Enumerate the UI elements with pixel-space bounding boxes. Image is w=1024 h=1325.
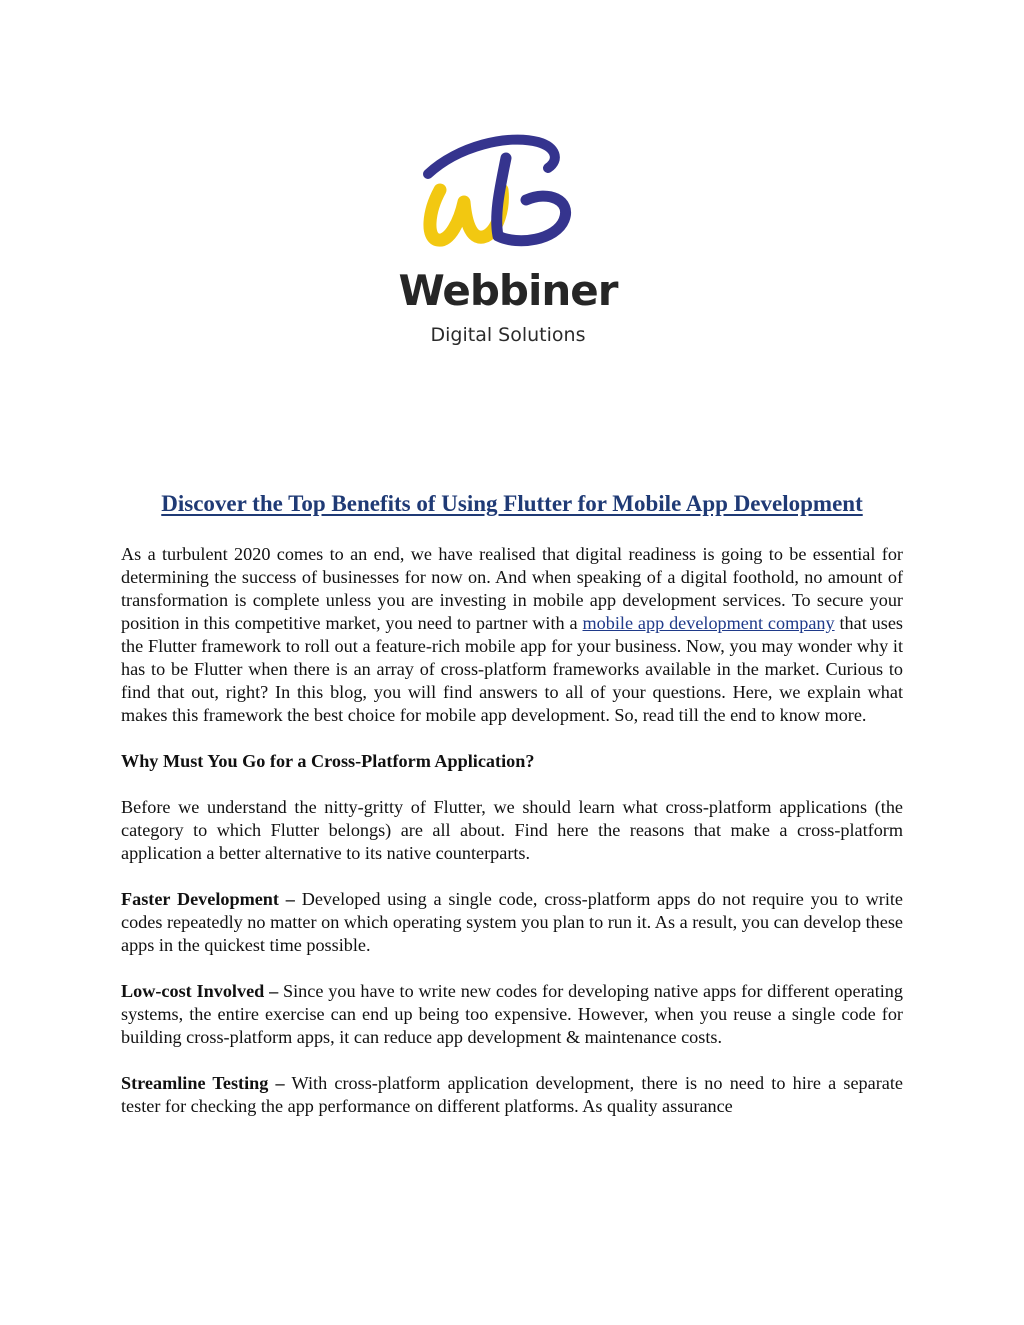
article-body <box>121 543 903 1141</box>
logo-tagline: Digital Solutions <box>430 324 586 346</box>
benefit-paragraph <box>121 980 903 1049</box>
mobile-app-development-company-link[interactable]: mobile app development company <box>582 613 835 633</box>
company-logo <box>388 128 628 360</box>
section-intro-paragraph: Before we understand the nitty-gritty of Flutter, we should learn what cross-platform applications (the category to which Flutter belongs) are all about. Find here the reasons that make a cross-platform application a better alternative to its native counterparts. <box>121 797 903 863</box>
intro-text-after-link: that uses the Flutter framework to roll out a feature-rich mobile app for your business. Now, you may wonder why it has to be Flutter when there is an array of cross-platform frameworks available in the market. Curious to find that out, right? In this blog, you will find answers to all of your questions. Here, we explain what makes this framework the best choice for mobile app development. So, read till the end to know more. <box>121 613 903 725</box>
section-heading: Why Must You Go for a Cross-Platform Application? <box>121 751 535 771</box>
benefit-text: With cross-platform application development, there is no need to hire a separate tester for checking the app performance on different platforms. As quality assurance <box>121 1073 903 1116</box>
webbiner-logo-mark <box>388 128 628 268</box>
benefit-term: Low-cost Involved – <box>121 981 279 1001</box>
benefit-term: Faster Development – <box>121 889 295 909</box>
benefit-text: Developed using a single code, cross-platform apps do not require you to write codes repeatedly no matter on which operating system you plan to run it. As a result, you can develop these apps in the quickest time possible. <box>121 889 904 955</box>
intro-text-before-link: As a turbulent 2020 comes to an end, we have realised that digital readiness is going to be essential for determining the success of businesses for now on. And when speaking of a digital foothold, no amount of transformation is complete unless you are investing in mobile app development services. To secure your position in this competitive market, you need to partner with a <box>121 544 903 633</box>
benefit-paragraph <box>121 888 903 957</box>
intro-paragraph <box>121 543 903 727</box>
benefit-paragraph <box>121 1072 903 1118</box>
logo-wordmark: Webbiner <box>398 266 618 315</box>
article-title: Discover the Top Benefits of Using Flutter for Mobile App Development <box>161 491 863 516</box>
benefit-text: Since you have to write new codes for developing native apps for different operating systems, the entire exercise can end up being too expensive. However, when you reuse a single code for building cross-platform apps, it can reduce app development & maintenance costs. <box>121 981 903 1047</box>
benefit-term: Streamline Testing – <box>121 1073 285 1093</box>
